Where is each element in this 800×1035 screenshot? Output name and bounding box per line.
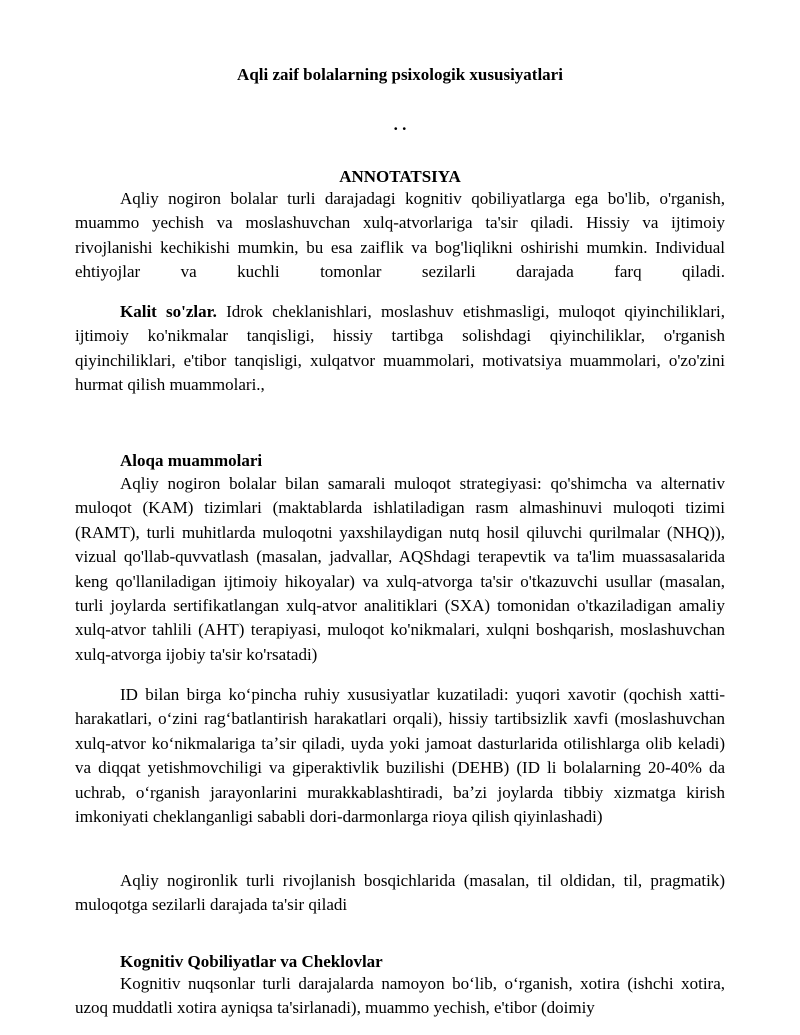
- keywords-text: Idrok cheklanishlari, moslashuv etishmasligi, muloqot qiyinchiliklari, ijtimoiy ko'nikmalar tanqisligi, hissiy tartibga solishdagi qiyinchiliklar, o'rganish qiyinchiliklari, e'tibor tanqisligi, xulqatvor muammolari, motivatsiya muammolari, o'zo'zini hurmat qilish muammolari.,: [75, 302, 725, 395]
- communication-paragraph-2: ID bilan birga koʻpincha ruhiy xususiyatlar kuzatiladi: yuqori xavotir (qochish xatti-harakatlari, oʻzini ragʻbatlantirish harakatlari orqali), hissiy tartibsizlik xavfi (moslashuvchan xulq-atvor koʻnikmalariga taʼsir qiladi, uyda yoki jamoat dasturlarida otilishlarga olib keladi) va diqqat yetishmovchiligi va giperaktivlik buzilishi (DEHB) (ID li bolalarning 20-40% da uchrab, oʻrganish jarayonlarini murakkablashtiradi, baʼzi joylarda tibbiy xizmatga kirish imkoniyati cheklanganligi sababli dori-darmonlarga rioya qilish qiyinlashadi): [75, 685, 725, 827]
- cognitive-paragraph-1: Kognitiv nuqsonlar turli darajalarda namoyon boʻlib, oʻrganish, xotira (ishchi xotira, uzoq muddatli xotira ayniqsa ta'sirlanadi), muammo yechish, e'tibor (doimiy: [75, 974, 725, 1018]
- section-heading-communication: Aloqa muammolari: [120, 451, 263, 470]
- annotation-paragraph: Aqliy nogiron bolalar turli darajadagi kognitiv qobiliyatlarga ega bo'lib, o'rganish, muammo yechish va moslashuvchan xulq-atvorlariga ta'sir qiladi. Hissiy va ijtimoiy rivojlanishi kechikishi mumkin, bu esa zaiflik va bog'liqlikni oshirishi mumkin. Individual ehtiyojlar va kuchli tomonlar sezilarli darajada farq qiladi.: [75, 189, 725, 282]
- keywords-label: Kalit so'zlar.: [120, 302, 217, 321]
- annotation-heading: ANNOTATSIYA: [339, 167, 461, 186]
- communication-paragraph-3: Aqliy nogironlik turli rivojlanish bosqichlarida (masalan, til oldidan, til, pragmatik) muloqotga sezilarli darajada ta'sir qiladi: [75, 871, 725, 915]
- document-title: Aqli zaif bolalarning psixologik xususiyatlari: [237, 65, 563, 84]
- keywords-paragraph: [75, 300, 725, 398]
- title-dots: . .: [393, 115, 407, 134]
- section-heading-cognitive: Kognitiv Qobiliyatlar va Cheklovlar: [120, 952, 383, 971]
- communication-paragraph-1: Aqliy nogiron bolalar bilan samarali muloqot strategiyasi: qo'shimcha va alternativ muloqot (KAM) tizimlari (maktablarda ishlatiladigan rasm almashinuvi muloqoti tizimi (RAMT), turli muhitlarda muloqotni yaxshilaydigan nutq hosil qiluvchi qurilmalar (NHQ)), vizual qo'llab-quvvatlash (masalan, jadvallar, AQShdagi terapevtik va ta'lim muassasalarida keng qo'llaniladigan ijtimoiy hikoyalar) va xulq-atvorga ta'sir o'tkazuvchi usullar (masalan, turli joylarda sertifikatlangan xulq-atvor analitiklari (SXA) tomonidan o'tkaziladigan amaliy xulq-atvor tahlili (AHT) terapiyasi, muloqot ko'nikmalari, xulqni boshqarish, moslashuvchan xulq-atvorga ijobiy ta'sir ko'rsatadi): [75, 474, 725, 664]
